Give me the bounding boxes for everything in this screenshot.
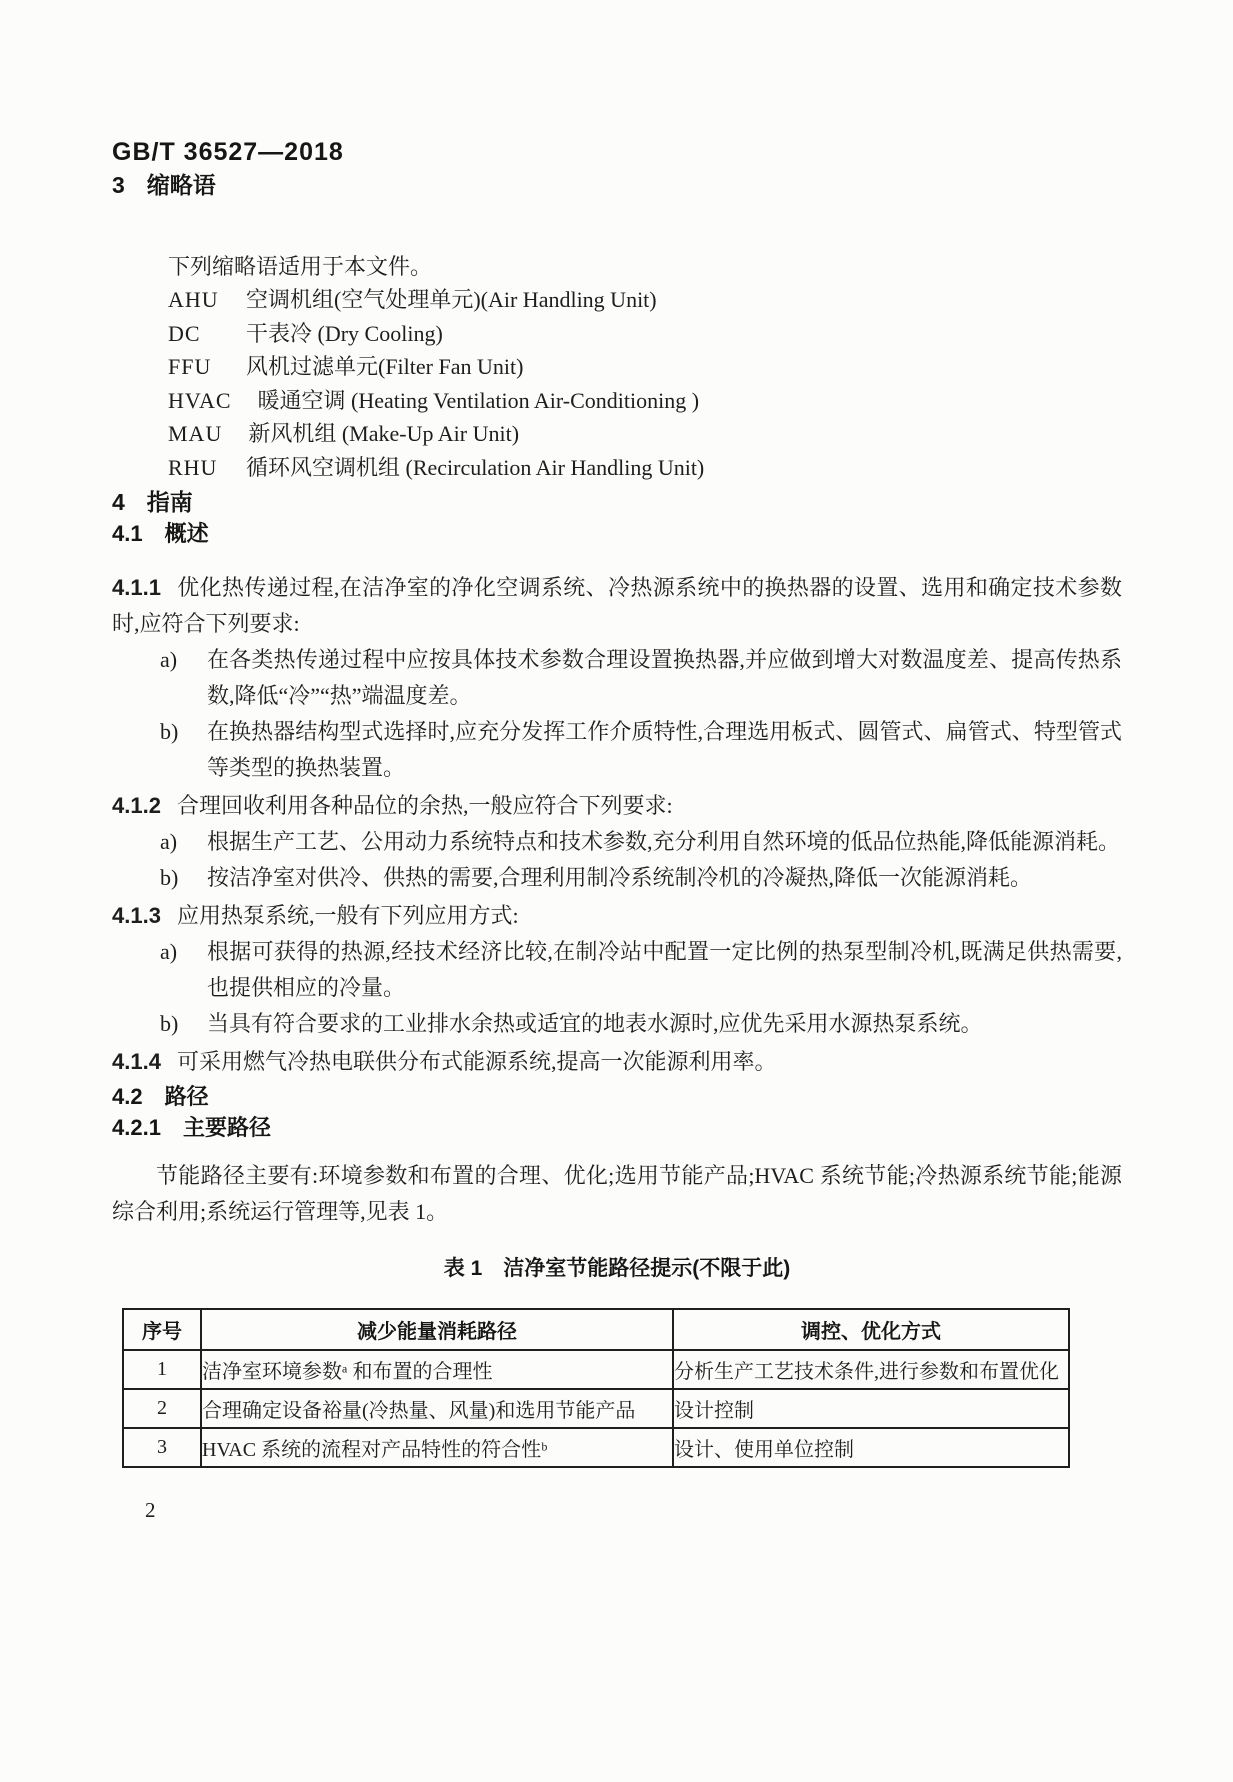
abbr-definition: 风机过滤单元(Filter Fan Unit) <box>246 354 524 379</box>
clause-4-1-2 <box>112 788 1122 824</box>
table-cell-method: 分析生产工艺技术条件,进行参数和布置优化 <box>673 1350 1069 1389</box>
clause-4-1-1 <box>112 570 1122 642</box>
abbr-term: RHU <box>168 454 218 480</box>
abbr-definition: 干表冷 (Dry Cooling) <box>246 320 443 346</box>
abbr-row-ffu <box>112 350 1122 384</box>
abbr-row-ahu <box>112 283 1122 317</box>
clause-4-1-4 <box>112 1044 1122 1080</box>
clause-number: 4.1.2 <box>112 793 161 818</box>
abbr-definition: 新风机组 (Make-Up Air Unit) <box>248 421 520 446</box>
paths-paragraph: 节能路径主要有:环境参数和布置的合理、优化;选用节能产品;HVAC 系统节能;冷热源系统节能;能源综合利用;系统运行管理等,见表 1。 <box>112 1163 1122 1224</box>
table-cell-index: 3 <box>123 1428 201 1467</box>
section-3-heading <box>112 167 1122 200</box>
list-item-label: a) <box>160 939 178 964</box>
abbr-term: DC <box>168 320 201 346</box>
clause-text: 合理回收利用各种品位的余热,一般应符合下列要求: <box>176 793 673 818</box>
list-item-4-1-2-a <box>112 824 1122 860</box>
list-item-4-1-3-b <box>112 1006 1122 1042</box>
section-4-1-number: 4.1 <box>112 521 143 546</box>
table-row <box>123 1350 1069 1389</box>
list-item-label: b) <box>160 865 179 890</box>
section-4-title: 指南 <box>146 489 193 515</box>
list-item-text: 在各类热传递过程中应按具体技术参数合理设置换热器,并应做到增大对数温度差、提高传热系数,降低“冷”“热”端温度差。 <box>207 647 1122 708</box>
table-1-caption: 表 1 洁净室节能路径提示(不限于此) <box>443 1257 791 1280</box>
abbr-term: HVAC <box>168 387 232 413</box>
page-number: 2 <box>145 1498 156 1522</box>
clause-number: 4.1.1 <box>112 575 161 600</box>
section-4-heading <box>112 484 1122 517</box>
clause-text: 优化热传递过程,在洁净室的净化空调系统、冷热源系统中的换热器的设置、选用和确定技术参数时,应符合下列要求: <box>112 575 1122 636</box>
clause-number: 4.1.4 <box>112 1049 161 1074</box>
table-cell-index: 2 <box>123 1389 201 1428</box>
abbr-definition: 空调机组(空气处理单元)(Air Handling Unit) <box>246 287 657 312</box>
section-4-2-title: 路径 <box>164 1084 209 1109</box>
table-cell-method: 设计控制 <box>673 1389 1069 1428</box>
section-4-2-number: 4.2 <box>112 1084 143 1109</box>
clause-text: 可采用燃气冷热电联供分布式能源系统,提高一次能源利用率。 <box>176 1049 777 1074</box>
section-4-1-body <box>112 570 1122 1080</box>
list-item-text: 当具有符合要求的工业排水余热或适宜的地表水源时,应优先采用水源热泵系统。 <box>207 1011 983 1036</box>
table-cell-path: HVAC 系统的流程对产品特性的符合性ᵇ <box>201 1428 673 1467</box>
list-item-text: 根据生产工艺、公用动力系统特点和技术参数,充分利用自然环境的低品位热能,降低能源消耗。 <box>207 829 1121 854</box>
abbr-term: MAU <box>168 421 223 446</box>
list-item-text: 按洁净室对供冷、供热的需要,合理利用制冷系统制冷机的冷凝热,降低一次能源消耗。 <box>207 865 1033 890</box>
list-item-text: 根据可获得的热源,经技术经济比较,在制冷站中配置一定比例的热泵型制冷机,既满足供热需要,也提供相应的冷量。 <box>207 939 1122 1000</box>
list-item-4-1-1-a <box>112 642 1122 714</box>
doc-code: GB/T 36527—2018 <box>112 138 344 166</box>
section-4-2-heading <box>112 1080 1122 1111</box>
table-header-cell-path: 减少能量消耗路径 <box>201 1309 673 1350</box>
abbr-row-dc <box>112 317 1122 351</box>
abbr-intro: 下列缩略语适用于本文件。 <box>168 254 433 279</box>
section-3-title: 缩略语 <box>146 172 216 198</box>
table-header-cell-index: 序号 <box>123 1309 201 1350</box>
table-cell-path: 洁净室环境参数ᵃ 和布置的合理性 <box>201 1350 673 1389</box>
section-3-number: 3 <box>112 172 125 198</box>
clause-text: 应用热泵系统,一般有下列应用方式: <box>176 903 519 928</box>
list-item-4-1-3-a <box>112 934 1122 1006</box>
list-item-text: 在换热器结构型式选择时,应充分发挥工作介质特性,合理选用板式、圆管式、扁管式、特型管式等类型的换热装置。 <box>207 719 1122 780</box>
clause-number: 4.1.3 <box>112 903 161 928</box>
table-cell-method: 设计、使用单位控制 <box>673 1428 1069 1467</box>
list-item-label: b) <box>160 1011 179 1036</box>
table-header-cell-method: 调控、优化方式 <box>673 1309 1069 1350</box>
abbr-definition: 循环风空调机组 (Recirculation Air Handling Unit) <box>246 454 705 480</box>
abbr-row-rhu <box>112 451 1122 485</box>
abbr-row-mau <box>112 417 1122 451</box>
abbreviation-list <box>112 283 1122 484</box>
list-item-4-1-2-b <box>112 860 1122 896</box>
section-4-1-title: 概述 <box>164 521 209 546</box>
table-row <box>123 1428 1069 1467</box>
section-4-2-1-heading <box>112 1111 1122 1142</box>
abbr-definition: 暖通空调 (Heating Ventilation Air-Conditioning ) <box>257 387 700 413</box>
list-item-label: b) <box>160 719 179 744</box>
abbr-term: AHU <box>168 287 219 312</box>
abbr-term: FFU <box>168 354 212 379</box>
table-row <box>123 1389 1069 1428</box>
section-4-1-heading <box>112 517 1122 548</box>
section-4-2-1-number: 4.2.1 <box>112 1115 161 1140</box>
table-cell-index: 1 <box>123 1350 201 1389</box>
table-1 <box>122 1308 1070 1468</box>
list-item-label: a) <box>160 829 178 854</box>
abbr-row-hvac <box>112 384 1122 418</box>
section-4-number: 4 <box>112 489 125 515</box>
section-4-2-1-title: 主要路径 <box>182 1115 271 1140</box>
list-item-4-1-1-b <box>112 714 1122 786</box>
clause-4-1-3 <box>112 898 1122 934</box>
table-header-row <box>123 1309 1069 1350</box>
list-item-label: a) <box>160 647 178 672</box>
table-cell-path: 合理确定设备裕量(冷热量、风量)和选用节能产品 <box>201 1389 673 1428</box>
